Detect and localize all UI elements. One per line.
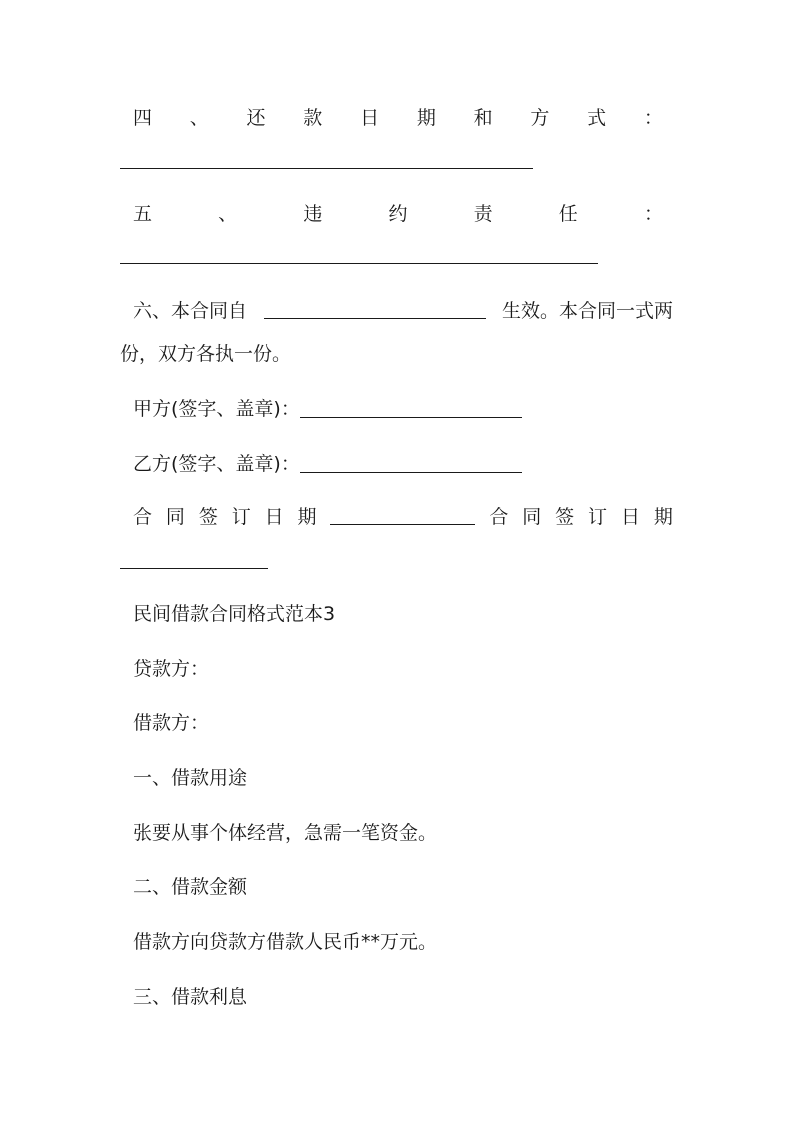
party-a-signature-blank[interactable] xyxy=(300,397,522,418)
contract-title: 民间借款合同格式范本3 xyxy=(133,603,336,625)
section5-char: 违 xyxy=(303,203,323,225)
sign-date-char: 期 xyxy=(653,506,673,528)
sign-date-blank-1[interactable] xyxy=(330,504,475,525)
section4-char: 四 xyxy=(133,107,153,129)
section1-heading: 一、借款用途 xyxy=(133,767,248,789)
lender-label: 贷款方： xyxy=(133,658,210,680)
section1-body: 张要从事个体经营，急需一笔资金。 xyxy=(133,822,438,844)
section6-line2: 份，双方各执一份。 xyxy=(120,343,292,365)
section4-heading xyxy=(133,105,663,131)
party-b-signature-blank[interactable] xyxy=(300,452,522,473)
section5-char: 五 xyxy=(133,203,153,225)
section2-body: 借款方向贷款方借款人民币**万元。 xyxy=(133,931,438,953)
section2-heading: 二、借款金额 xyxy=(133,876,248,898)
section4-char: 款 xyxy=(303,107,323,129)
section6-prefix: 六、本合同自 xyxy=(133,300,248,322)
section4-char: 日 xyxy=(360,107,380,129)
section5-heading xyxy=(133,201,663,227)
sign-date-char: 日 xyxy=(264,506,284,528)
party-a-signature-line xyxy=(133,396,522,422)
sign-date-char: 签 xyxy=(198,506,218,528)
section4-fill-line xyxy=(120,168,533,169)
section6-suffix: 生效。本合同一式两 xyxy=(501,300,673,322)
section5-char: 任 xyxy=(558,203,578,225)
section3-heading: 三、借款利息 xyxy=(133,986,248,1008)
sign-date-blank-2[interactable] xyxy=(120,568,268,569)
sign-date-char: 合 xyxy=(133,506,153,528)
sign-date-char: 签 xyxy=(555,506,575,528)
sign-date-char: 订 xyxy=(588,506,608,528)
sign-date-char: 同 xyxy=(522,506,542,528)
section4-char: 还 xyxy=(246,107,266,129)
party-a-label: 甲方(签字、盖章)： xyxy=(133,398,300,420)
effective-date-blank[interactable] xyxy=(264,298,486,319)
section4-char: ： xyxy=(643,107,663,129)
sign-date-char: 期 xyxy=(297,506,317,528)
section4-char: 、 xyxy=(189,107,209,129)
section5-char: 责 xyxy=(473,203,493,225)
section4-char: 式 xyxy=(587,107,607,129)
sign-date-line xyxy=(133,504,673,530)
section4-char: 和 xyxy=(473,107,493,129)
sign-date-char: 日 xyxy=(620,506,640,528)
sign-date-char: 同 xyxy=(165,506,185,528)
sign-date-char: 合 xyxy=(489,506,509,528)
section4-char: 期 xyxy=(416,107,436,129)
section5-char: 约 xyxy=(388,203,408,225)
sign-date-char: 订 xyxy=(231,506,251,528)
borrower-label: 借款方： xyxy=(133,712,210,734)
party-b-label: 乙方(签字、盖章)： xyxy=(133,453,300,475)
section4-char: 方 xyxy=(530,107,550,129)
section6-line1 xyxy=(133,298,673,324)
party-b-signature-line xyxy=(133,451,522,477)
section5-char: 、 xyxy=(218,203,238,225)
section5-fill-line xyxy=(120,263,598,264)
section5-char: ： xyxy=(643,203,663,225)
